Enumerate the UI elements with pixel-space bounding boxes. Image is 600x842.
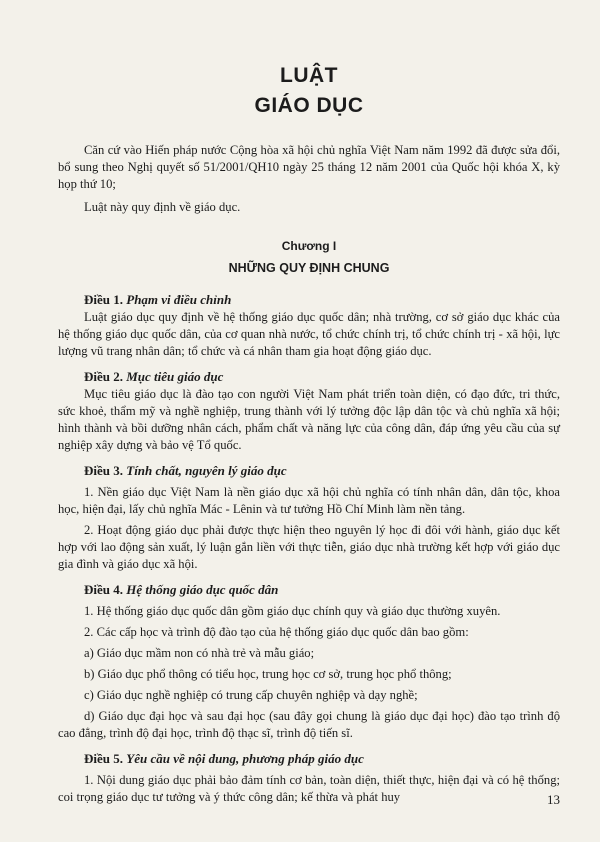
- article-name: Hệ thống giáo dục quốc dân: [126, 582, 279, 597]
- article-label: Điều 4.: [84, 582, 123, 597]
- article-paragraph: Mục tiêu giáo dục là đào tạo con người Việt Nam phát triển toàn diện, có đạo đức, tri thức, sức khoẻ, thẩm mỹ và nghề nghiệp, trung thành với lý tưởng độc lập dân tộc và chủ nghĩa xã hội; hình thành và bồi dưỡng nhân cách, phẩm chất và năng lực của công dân, đáp ứng yêu cầu của sự nghiệp xây dựng và bảo vệ Tổ quốc.: [58, 387, 560, 452]
- law-title: LUẬT: [280, 64, 338, 87]
- article-heading: [58, 291, 560, 309]
- law-subtitle: GIÁO DỤC: [254, 94, 364, 117]
- article-paragraph: 2. Các cấp học và trình độ đào tạo của hệ thống giáo dục quốc dân bao gồm:: [84, 625, 469, 639]
- article-heading: [58, 750, 560, 768]
- article-paragraph: 1. Nội dung giáo dục phải bảo đảm tính cơ bản, toàn diện, thiết thực, hiện đại và có hệ thống; coi trọng giáo dục tư tưởng và ý thức công dân; kế thừa và phát huy: [58, 773, 560, 804]
- article-paragraph: 1. Hệ thống giáo dục quốc dân gồm giáo dục chính quy và giáo dục thường xuyên.: [84, 604, 501, 618]
- article-paragraph: b) Giáo dục phổ thông có tiểu học, trung học cơ sở, trung học phổ thông;: [84, 667, 452, 681]
- article-heading: [58, 462, 560, 480]
- article-name: Yêu cầu về nội dung, phương pháp giáo dục: [126, 751, 364, 766]
- article-label: Điều 5.: [84, 751, 123, 766]
- page-number: 13: [547, 792, 560, 807]
- article-paragraph: 1. Nền giáo dục Việt Nam là nền giáo dục xã hội chủ nghĩa có tính nhân dân, dân tộc, khoa học, hiện đại, lấy chủ nghĩa Mác - Lênin và tư tưởng Hồ Chí Minh làm nền tảng.: [58, 485, 560, 516]
- article-label: Điều 1.: [84, 292, 123, 307]
- article-heading: [58, 368, 560, 386]
- article-paragraph: Luật giáo dục quy định về hệ thống giáo dục quốc dân; nhà trường, cơ sở giáo dục khác của hệ thống giáo dục quốc dân, của cơ quan nhà nước, tổ chức chính trị, tổ chức chính trị - xã hội, lực lượng vũ trang nhân dân; tổ chức và cá nhân tham gia hoạt động giáo dục.: [58, 310, 560, 358]
- article-paragraph: 2. Hoạt động giáo dục phải được thực hiện theo nguyên lý học đi đôi với hành, giáo dục kết hợp với lao động sản xuất, lý luận gắn liền với thực tiễn, giáo dục nhà trường kết hợp với giáo dục gia đình và giáo dục xã hội.: [58, 523, 560, 571]
- scope-statement: Luật này quy định về giáo dục.: [84, 200, 241, 214]
- article-label: Điều 2.: [84, 369, 123, 384]
- article-paragraph: a) Giáo dục mầm non có nhà trẻ và mẫu giáo;: [84, 646, 315, 660]
- chapter-title: NHỮNG QUY ĐỊNH CHUNG: [228, 261, 390, 275]
- article-label: Điều 3.: [84, 463, 123, 478]
- article-heading: [58, 581, 560, 599]
- article-name: Phạm vi điều chỉnh: [126, 292, 232, 307]
- article-name: Tính chất, nguyên lý giáo dục: [126, 463, 287, 478]
- article-name: Mục tiêu giáo dục: [126, 369, 224, 384]
- chapter-number: Chương I: [281, 239, 337, 253]
- article-paragraph: c) Giáo dục nghề nghiệp có trung cấp chuyên nghiệp và dạy nghề;: [84, 688, 418, 702]
- article-paragraph: d) Giáo dục đại học và sau đại học (sau đây gọi chung là giáo dục đại học) đào tạo trình độ cao đẳng, trình độ đại học, trình độ thạc sĩ, trình độ tiến sĩ.: [58, 709, 560, 740]
- preamble: Căn cứ vào Hiến pháp nước Cộng hòa xã hội chủ nghĩa Việt Nam năm 1992 đã được sửa đổi, bổ sung theo Nghị quyết số 51/2001/QH10 ngày 25 tháng 12 năm 2001 của Quốc hội khóa X, kỳ họp thứ 10;: [58, 143, 560, 191]
